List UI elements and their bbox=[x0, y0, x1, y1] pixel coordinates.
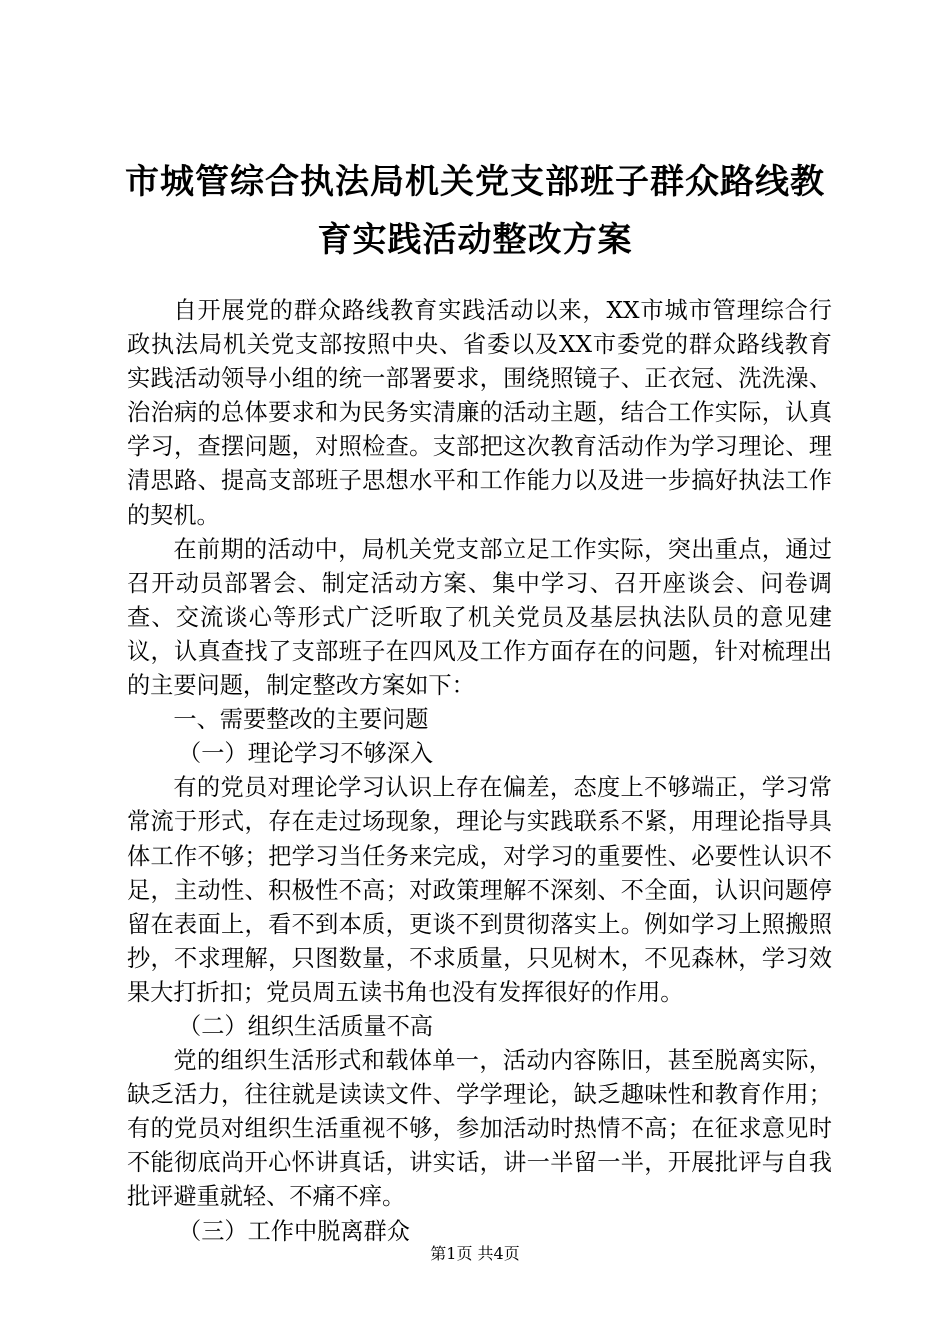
document-title-line-1: 市城管综合执法局机关党支部班子群众路线教 bbox=[125, 162, 825, 202]
paragraph-theory-study: 有的党员对理论学习认识上存在偏差，态度上不够端正，学习常常流于形式，存在走过场现象，理论与实践联系不紧，用理论指导具体工作不够；把学习当任务来完成，对学习的重要性、必要性认识不足，主动性、积极性不高；对政策理解不深刻、不全面，认识问题停留在表面上，看不到本质，更谈不到贯彻落实上。例如学习上照搬照抄，不求理解，只图数量，不求质量，只见树木，不见森林，学习效果大打折扣；党员周五读书角也没有发挥很好的作用。 bbox=[127, 774, 832, 1006]
subheading-theory-study: （一）理论学习不够深入 bbox=[178, 740, 434, 768]
paragraph-intro: 自开展党的群众路线教育实践活动以来，XX市城市管理综合行政执法局机关党支部按照中央、省委以及XX市委党的群众路线教育实践活动领导小组的统一部署要求，围绕照镜子、正衣冠、洗洗澡、治治病的总体要求和为民务实清廉的活动主题，结合工作实际，认真学习，查摆问题，对照检查。支部把这次教育活动作为学习理论、理清思路、提高支部班子思想水平和工作能力以及进一步搞好执法工作的契机。 bbox=[127, 297, 832, 529]
section-heading-main-problems: 一、需要整改的主要问题 bbox=[173, 706, 429, 734]
document-body bbox=[127, 294, 832, 1249]
subheading-organization-life: （二）组织生活质量不高 bbox=[178, 1012, 434, 1040]
page-footer: 第1页 共4页 bbox=[430, 1244, 520, 1263]
subheading-detached-from-masses: （三）工作中脱离群众 bbox=[178, 1217, 410, 1245]
paragraph-organization-life: 党的组织生活形式和载体单一，活动内容陈旧，甚至脱离实际，缺乏活力，往往就是读读文件、学学理论，缺乏趣味性和教育作用；有的党员对组织生活重视不够，参加活动时热情不高；在征求意见时不能彻底尚开心怀讲真话，讲实话，讲一半留一半，开展批评与自我批评避重就轻、不痛不痒。 bbox=[127, 1047, 832, 1211]
document-title-line-2: 育实践活动整改方案 bbox=[317, 220, 633, 260]
paragraph-process: 在前期的活动中，局机关党支部立足工作实际，突出重点，通过召开动员部署会、制定活动方案、集中学习、召开座谈会、问卷调查、交流谈心等形式广泛听取了机关党员及基层执法队员的意见建议，认真查找了支部班子在四风及工作方面存在的问题，针对梳理出的主要问题，制定整改方案如下： bbox=[127, 535, 832, 700]
